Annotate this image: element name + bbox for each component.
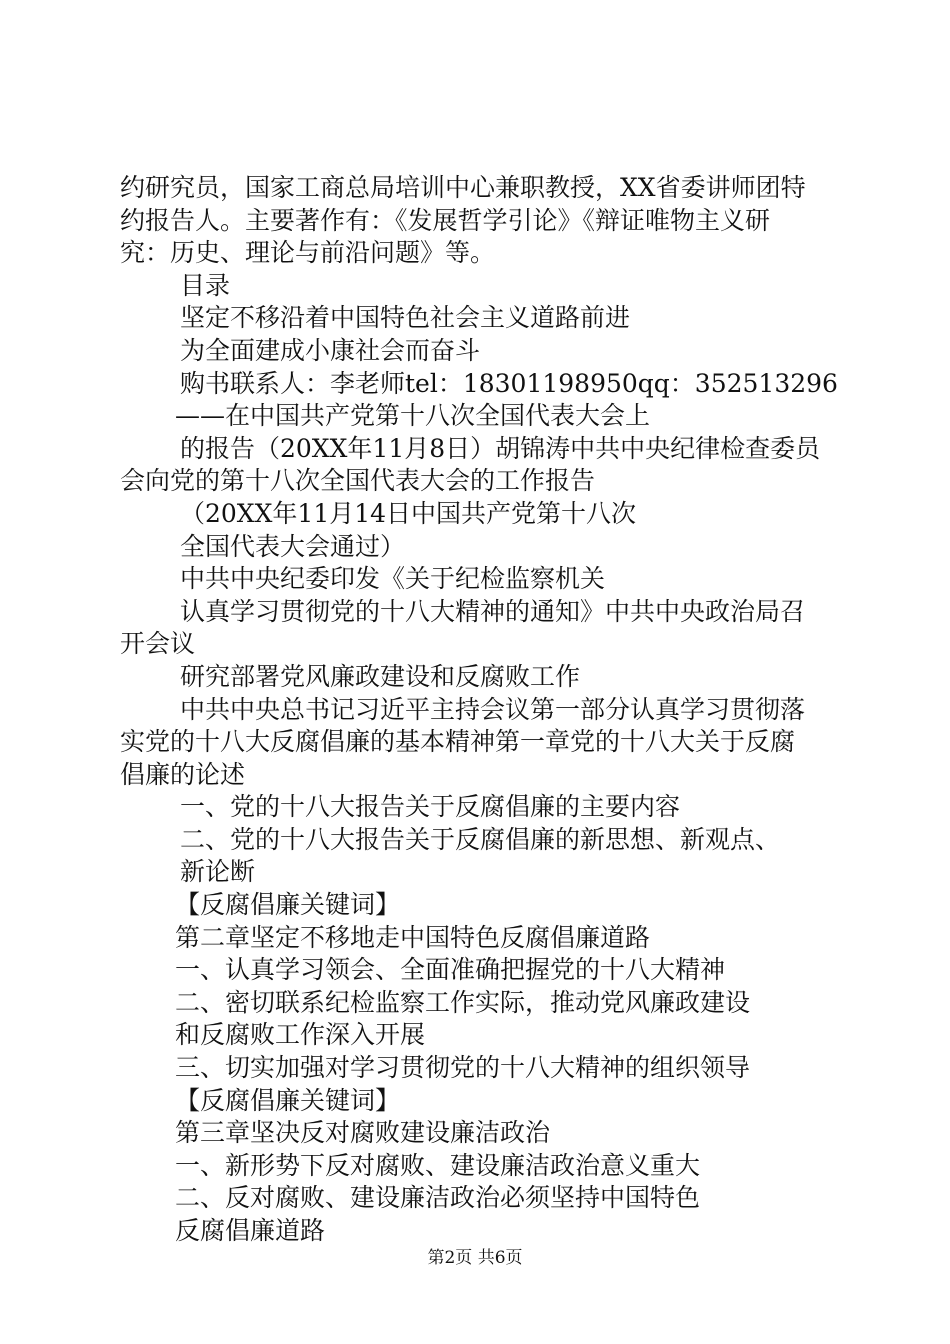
- text-line: 坚定不移沿着中国特色社会主义道路前进: [180, 303, 631, 333]
- toc-item: 一、新形势下反对腐败、建设廉洁政治意义重大: [175, 1150, 701, 1180]
- text-line: 为全面建成小康社会而奋斗: [180, 335, 481, 365]
- text-line: 中共中央总书记习近平主持会议第一部分认真学习贯彻落: [180, 694, 806, 724]
- chapter-heading: 第三章坚决反对腐败建设廉洁政治: [175, 1118, 551, 1148]
- text-line: 开会议: [120, 629, 196, 659]
- chapter-heading: 第二章坚定不移地走中国特色反腐倡廉道路: [175, 922, 651, 952]
- text-line: 和反腐败工作深入开展: [175, 1020, 426, 1050]
- text-line: 认真学习贯彻党的十八大精神的通知》中共中央政治局召: [180, 596, 806, 626]
- text-line: 全国代表大会通过）: [180, 531, 406, 561]
- toc-item: 三、切实加强对学习贯彻党的十八大精神的组织领导: [175, 1053, 751, 1083]
- text-line: 约研究员，国家工商总局培训中心兼职教授，XX省委讲师团特: [120, 173, 806, 202]
- text-line: ——在中国共产党第十八次全国代表大会上: [175, 401, 651, 431]
- toc-item: 二、党的十八大报告关于反腐倡廉的新思想、新观点、: [180, 824, 781, 854]
- text-line: 中共中央纪委印发《关于纪检监察机关: [180, 564, 606, 594]
- text-line: （20XX年11月14日中国共产党第十八次: [180, 498, 637, 528]
- text-line: 会向党的第十八次全国代表大会的工作报告: [120, 466, 596, 496]
- document-body: [120, 172, 840, 1248]
- text-line: 究：历史、理论与前沿问题》等。: [120, 238, 496, 268]
- toc-item: 二、密切联系纪检监察工作实际，推动党风廉政建设: [175, 987, 751, 1017]
- text-line: 约报告人。主要著作有：《发展哲学引论》《辩证唯物主义研: [120, 205, 771, 235]
- text-line: 反腐倡廉道路: [175, 1216, 326, 1245]
- toc-heading: 目录: [180, 270, 231, 300]
- contact-line: 购书联系人：李老师tel：18301198950qq：352513296: [180, 368, 838, 398]
- text-line: 倡廉的论述: [120, 759, 246, 789]
- toc-item: 二、反对腐败、建设廉洁政治必须坚持中国特色: [175, 1183, 701, 1213]
- text-line: 的报告（20XX年11月8日）胡锦涛中共中央纪律检查委员: [180, 433, 821, 463]
- toc-item: 一、党的十八大报告关于反腐倡廉的主要内容: [180, 792, 681, 822]
- keyword-heading: 【反腐倡廉关键词】: [175, 890, 401, 920]
- text-line: 研究部署党风廉政建设和反腐败工作: [180, 661, 581, 691]
- text-line: 新论断: [180, 857, 256, 887]
- keyword-heading: 【反腐倡廉关键词】: [175, 1085, 401, 1115]
- toc-item: 一、认真学习领会、全面准确把握党的十八大精神: [175, 955, 726, 985]
- text-line: 实党的十八大反腐倡廉的基本精神第一章党的十八大关于反腐: [120, 727, 796, 757]
- page-number-footer: 第2页 共6页: [427, 1248, 523, 1268]
